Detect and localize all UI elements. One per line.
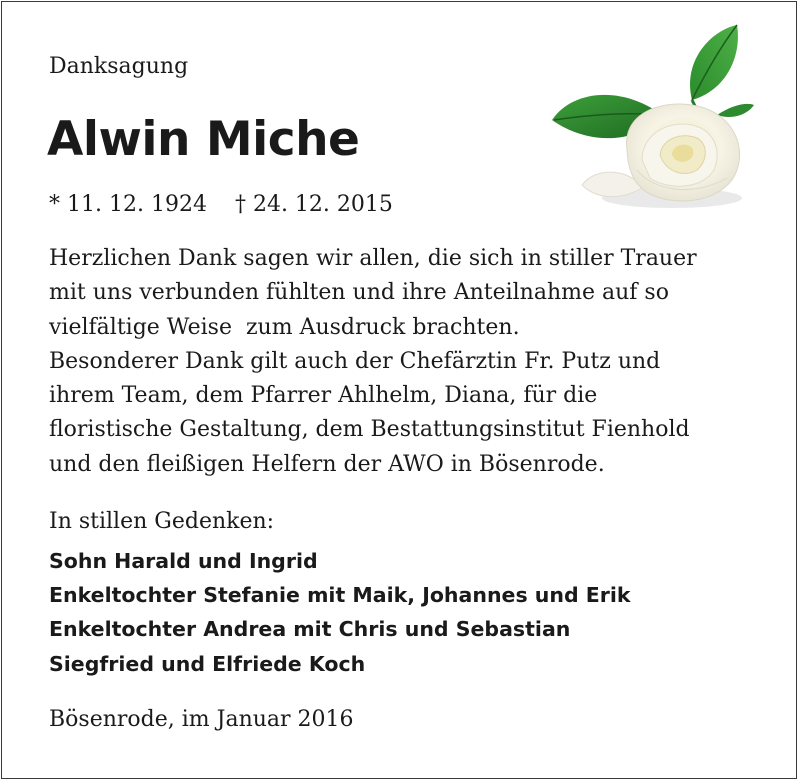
mourner-line: Siegfried und Elfriede Koch bbox=[49, 651, 366, 676]
mourners-list bbox=[49, 544, 631, 681]
mourner-line: Enkeltochter Stefanie mit Maik, Johannes und Erik bbox=[49, 583, 631, 608]
life-dates bbox=[49, 190, 393, 220]
thank-you-line: vielfältige Weise zum Ausdruck brachten. bbox=[49, 314, 520, 340]
thank-you-line: floristische Gestaltung, dem Bestattungsinstitut Fienhold bbox=[49, 417, 690, 443]
birth-date: * 11. 12. 1924 bbox=[49, 192, 207, 217]
death-date: † 24. 12. 2015 bbox=[234, 192, 393, 217]
thank-you-text bbox=[49, 242, 769, 482]
mourner-line: Sohn Harald und Ingrid bbox=[49, 549, 318, 573]
thank-you-line: ihrem Team, dem Pfarrer Ahlhelm, Diana, für die bbox=[49, 383, 598, 409]
notice-header: Danksagung bbox=[49, 54, 189, 79]
thank-you-line: Besonderer Dank gilt auch der Chefärztin Fr. Putz und bbox=[49, 348, 661, 374]
memory-label: In stillen Gedenken: bbox=[49, 509, 275, 534]
mourner-line: Enkeltochter Andrea mit Chris und Sebastian bbox=[49, 617, 571, 642]
white-rose-icon bbox=[542, 20, 762, 220]
notice-frame bbox=[1, 1, 797, 779]
thank-you-line: mit uns verbunden fühlten und ihre Anteilnahme auf so bbox=[49, 280, 669, 306]
thank-you-line: Herzlichen Dank sagen wir allen, die sich in stiller Trauer bbox=[49, 246, 697, 271]
place-date: Bösenrode, im Januar 2016 bbox=[49, 707, 354, 732]
deceased-name: Alwin Miche bbox=[47, 112, 360, 167]
thank-you-line: und den fleißigen Helfern der AWO in Bösenrode. bbox=[49, 451, 605, 477]
